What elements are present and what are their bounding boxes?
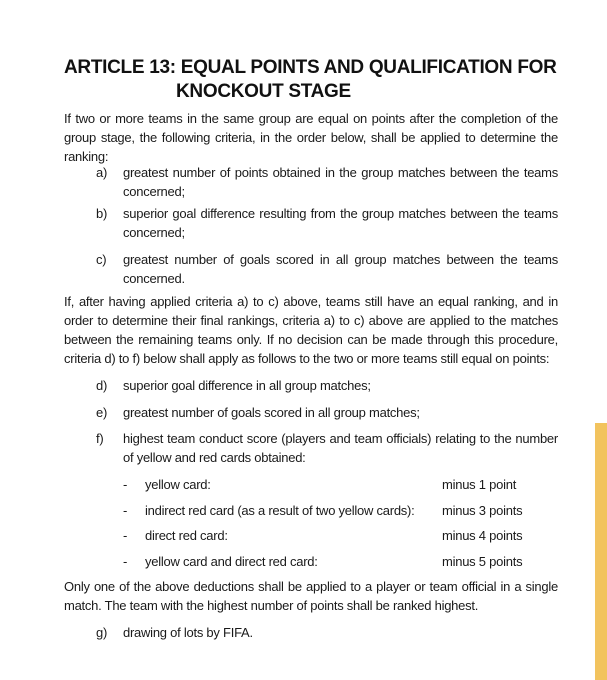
criterion-c — [96, 250, 558, 288]
title-line-1: ARTICLE 13: EQUAL POINTS AND QUALIFICATION FOR — [64, 57, 557, 78]
deduction-value: minus 1 point — [442, 477, 517, 492]
title-line-2: KNOCKOUT STAGE — [176, 81, 351, 102]
criterion-label: e) — [96, 405, 108, 420]
criterion-text: greatest number of goals scored in all group matches; — [123, 405, 420, 420]
criterion-text: drawing of lots by FIFA. — [123, 625, 253, 640]
criterion-label: g) — [96, 625, 108, 640]
criterion-b — [96, 204, 558, 242]
criterion-label: b) — [96, 206, 108, 221]
closing-paragraph: Only one of the above deductions shall be applied to a player or team official in a single match. The team with the highest number of points shall be ranked highest. — [64, 579, 558, 613]
deduction-label: yellow card: — [145, 477, 211, 492]
deduction-value: minus 5 points — [442, 554, 523, 569]
criterion-label: c) — [96, 252, 107, 267]
deduction-label: direct red card: — [145, 528, 228, 543]
criterion-g — [96, 623, 558, 642]
deduction-label: indirect red card (as a result of two yellow cards): — [145, 503, 415, 518]
criterion-text: superior goal difference in all group matches; — [123, 378, 371, 393]
criterion-label: d) — [96, 378, 108, 393]
criterion-text: superior goal difference resulting from the group matches between the teams concerned; — [123, 206, 558, 240]
criterion-e — [96, 403, 558, 422]
deduction-label: yellow card and direct red card: — [145, 554, 318, 569]
deduction-value: minus 4 points — [442, 528, 523, 543]
criterion-text: highest team conduct score (players and team officials) relating to the number of yellow and red cards obtained: — [123, 431, 558, 465]
article-title — [64, 56, 564, 104]
criterion-text: greatest number of goals scored in all group matches between the teams concerned. — [123, 252, 558, 286]
dash-bullet: - — [123, 477, 128, 492]
dash-bullet: - — [123, 503, 128, 518]
criterion-label: f) — [96, 431, 104, 446]
accent-bar — [595, 423, 607, 680]
dash-bullet: - — [123, 554, 128, 569]
middle-paragraph: If, after having applied criteria a) to c) above, teams still have an equal ranking, and in order to determine their final rankings, criteria a) to c) above are applied to the matches between the remaining teams only. If no decision can be made through this procedure, criteria d) to f) below shall apply as follows to the two or more teams still equal on points: — [64, 294, 558, 366]
criterion-d — [96, 376, 558, 395]
intro-paragraph: If two or more teams in the same group are equal on points after the completion of the group stage, the following criteria, in the order below, shall be applied to determine the ranking: — [64, 111, 558, 164]
criterion-text: greatest number of points obtained in the group matches between the teams concerned; — [123, 165, 558, 199]
criterion-label: a) — [96, 165, 108, 180]
deduction-value: minus 3 points — [442, 503, 523, 518]
criterion-f — [96, 429, 558, 467]
dash-bullet: - — [123, 528, 128, 543]
criterion-a — [96, 163, 558, 201]
